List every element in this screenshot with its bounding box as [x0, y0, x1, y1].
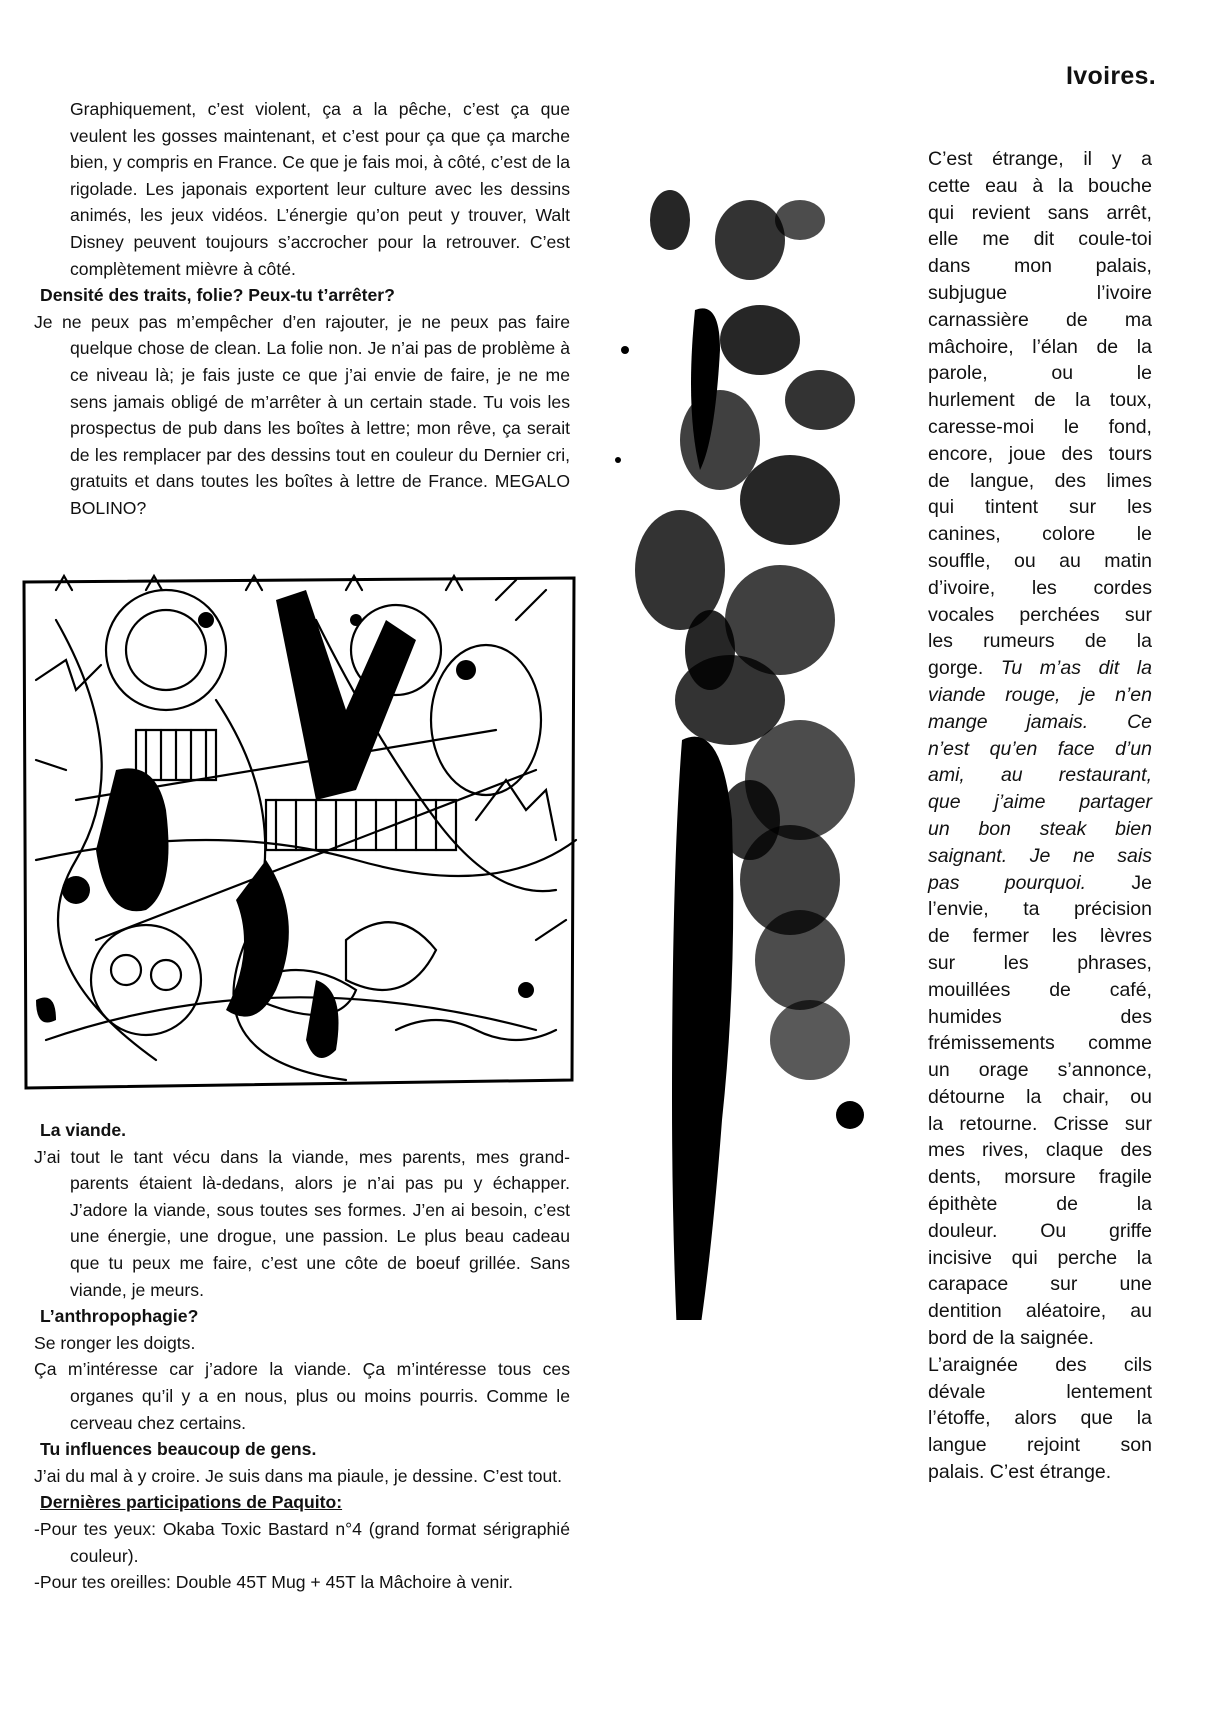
poem-line: la retourne. Crisse sur	[928, 1112, 1152, 1135]
poem-line: détourne la chair, ou	[928, 1085, 1152, 1108]
poem-line: n’est qu’en face d’un	[928, 737, 1152, 760]
ink-drawing-illustration	[16, 560, 580, 1100]
poem-line: subjugue l’ivoire	[928, 281, 1152, 304]
answer-paragraph: J’ai du mal à y croire. Je suis dans ma piaule, je dessine. C’est tout.	[34, 1465, 563, 1486]
poem-line: souffle, ou au matin	[928, 549, 1152, 572]
poem-line: mes rives, claque des	[928, 1139, 1152, 1162]
poem-line: les rumeurs de la	[928, 630, 1152, 653]
poem-line: canines, colore le	[928, 523, 1152, 546]
poem-line: incisive qui perche la	[928, 1246, 1152, 1269]
poem-line: ami, au restaurant,	[928, 764, 1152, 787]
answer-paragraph: J’ai tout le tant vécu dans la viande, mes parents, mes grand-parents étaient là-dedans, alors je n’ai pas pu y échapper. J’adore la viande, sous toutes ses formes. J’en ai besoin, c’est une énergie, une drogue, une passion. Le plus beau cadeau que tu peux me faire, c’est une côte de boeuf grillée. Sans viande, je meurs.	[34, 1146, 570, 1300]
poem-line: saignant. Je ne sais	[928, 844, 1152, 867]
poem-line: mâchoire, l’élan de la	[928, 335, 1152, 358]
poem-line: carapace sur une	[928, 1273, 1152, 1296]
poem-text	[928, 146, 1152, 1486]
poem-line: C’est étrange, il y a	[928, 148, 1152, 170]
poem-line: un bon steak bien	[928, 817, 1152, 840]
answer-paragraph: Je ne peux pas m’empêcher d’en rajouter, je ne peux pas faire quelque chose de clean. La folie non. Je n’ai pas de problème à ce niveau là; je fais juste ce que j’ai envie de faire, je ne me sens jamais obligé de m’arrêter à un certain stade. Tu vois les prospectus de pub dans les boîtes à lettre; mon rêve, ça serait de les remplacer par des dessins tout en couleur du Dernier cri, gratuits et dans toutes les boîtes à lettre de France. MEGALO BOLINO?	[34, 311, 570, 518]
poem-line: frémissements comme	[928, 1032, 1152, 1055]
question-heading: L’anthropophagie?	[40, 1306, 199, 1327]
poem-line: dévale lentement	[928, 1380, 1152, 1403]
question-heading: Densité des traits, folie? Peux-tu t’arrêter?	[40, 285, 395, 306]
poem-line: qui tintent sur les	[928, 496, 1152, 519]
poem-line: de fermer les lèvres	[928, 925, 1152, 948]
poem-line: douleur. Ou griffe	[928, 1219, 1152, 1242]
poem-line: palais. C’est étrange.	[928, 1461, 1112, 1484]
poem-line: vocales perchées sur	[928, 603, 1152, 626]
poem-line: de langue, des limes	[928, 469, 1152, 492]
interview-column-bottom	[34, 1117, 570, 1596]
poem-line: L’araignée des cils	[928, 1353, 1152, 1376]
poem-line: gorge. Tu m’as dit la	[928, 657, 1152, 680]
poem-line: que j’aime partager	[928, 791, 1152, 814]
page-title: Ivoires.	[1066, 62, 1156, 90]
poem-line: cette eau à la bouche	[928, 174, 1152, 197]
list-item: -Pour tes yeux: Okaba Toxic Bastard n°4 (grand format sérigraphié couleur).	[34, 1518, 570, 1566]
poem-line: d’ivoire, les cordes	[928, 576, 1152, 599]
poem-line: dentition aléatoire, au	[928, 1300, 1152, 1323]
poem-line: l’envie, ta précision	[928, 898, 1152, 921]
poem-line: épithète de la	[928, 1193, 1152, 1216]
question-heading: La viande.	[40, 1120, 127, 1140]
poem-line: elle me dit coule-toi	[928, 228, 1152, 251]
poem-line: parole, ou le	[928, 362, 1152, 385]
poem-line: hurlement de la toux,	[928, 389, 1152, 412]
poem-line: caresse-moi le fond,	[928, 415, 1152, 438]
poem-line: mange jamais. Ce	[928, 710, 1152, 733]
poem-line: mouillées de café,	[928, 978, 1152, 1001]
poem-line: dents, morsure fragile	[928, 1166, 1152, 1189]
answer-paragraph: Se ronger les doigts.	[34, 1332, 196, 1353]
poem-line: qui revient sans arrêt,	[928, 201, 1152, 224]
poem-line: viande rouge, je n’en	[928, 683, 1152, 706]
poem-line: encore, joue des tours	[928, 442, 1152, 465]
poem-line: humides des	[928, 1005, 1152, 1028]
poem-line: sur les phrases,	[928, 951, 1152, 974]
intro-paragraph: Graphiquement, c’est violent, ça a la pêche, c’est ça que veulent les gosses maintenant, et c’est pour ça que ça marche bien, y compris en France. Ce que je fais moi, à côté, c’est de la rigolade. Les japonais exportent leur culture avec les dessins animés, les jeux vidéos. L’énergie qu’on peut y trouver, Walt Disney peuvent toujours s’accrocher pour la retrouver. C’est complètement mièvre à côté.	[70, 99, 570, 279]
question-heading: Tu influences beaucoup de gens.	[40, 1439, 317, 1460]
poem-line: dans mon palais,	[928, 255, 1152, 278]
poem-line: bord de la saignée.	[928, 1327, 1094, 1350]
answer-paragraph: Ça m’intéresse car j’adore la viande. Ça m’intéresse tous ces organes qu’il y a en nous, plus ou moins pourris. Comme le cerveau chez certains.	[34, 1359, 570, 1433]
poem-line: langue rejoint son	[928, 1434, 1152, 1457]
poem-line: carnassière de ma	[928, 308, 1152, 331]
list-item: -Pour tes oreilles: Double 45T Mug + 45T la Mâchoire à venir.	[34, 1572, 514, 1593]
poem-line: un orage s’annonce,	[928, 1059, 1152, 1082]
poem-line: pas pourquoi. Je	[928, 871, 1152, 894]
ink-splash-image	[600, 180, 890, 1320]
question-heading: Dernières participations de Paquito:	[40, 1492, 343, 1513]
poem-line: l’étoffe, alors que la	[928, 1407, 1152, 1430]
interview-column-top	[34, 96, 570, 522]
